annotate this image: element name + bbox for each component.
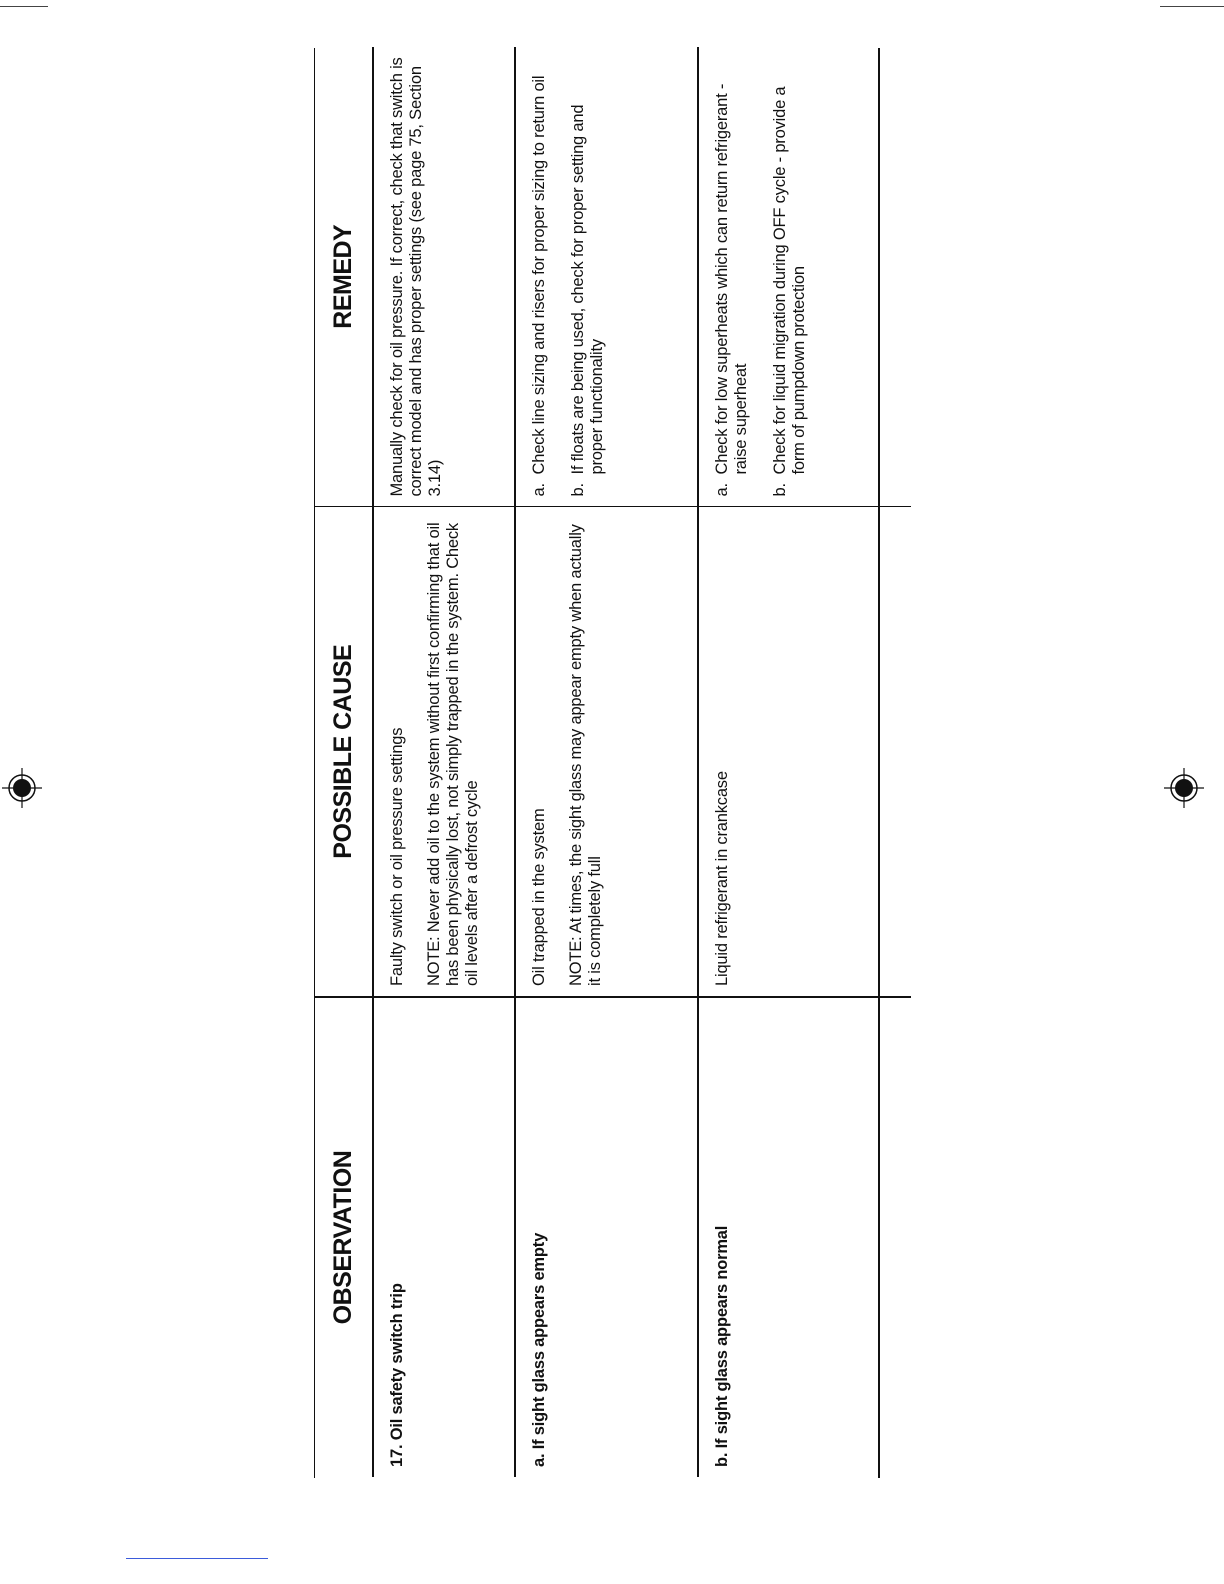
cause-cell	[373, 507, 515, 997]
remedy-item-label: a.	[530, 483, 548, 497]
remedy-item	[713, 57, 751, 497]
registration-line-right	[1160, 6, 1224, 7]
remedy-item-label: b.	[771, 483, 789, 497]
cause-cell	[698, 507, 911, 997]
remedy-cell	[698, 47, 911, 507]
remedy-item	[530, 57, 549, 497]
table-row	[515, 47, 698, 1477]
observation-cell	[515, 997, 698, 1477]
registration-crosshair-icon	[1164, 768, 1204, 808]
remedy-item-text: Check for liquid migration during OFF cycle - provide a form of pumpdown protection	[771, 86, 808, 475]
table-header-row	[315, 47, 373, 1477]
observation-cell	[373, 997, 515, 1477]
remedy-item-text: If floats are being used, check for proper setting and proper functionality	[569, 104, 606, 475]
remedy-item-label: b.	[569, 483, 587, 497]
remedy-item	[771, 57, 809, 497]
remedy-item-text: Check line sizing and risers for proper sizing to return oil	[530, 75, 548, 475]
header-observation: OBSERVATION	[315, 997, 373, 1477]
remedy-cell	[373, 47, 515, 507]
observation-cell	[698, 997, 911, 1477]
cause-cell	[515, 507, 698, 997]
remedy-item-label: a.	[713, 483, 731, 497]
registration-crosshair-icon	[2, 768, 42, 808]
cause-note: NOTE: Never add oil to the system without first confirming that oil has been physically lost, not simply trapped in the system. Check oil levels after a defrost cycle	[425, 522, 481, 986]
cause-note: NOTE: At times, the sight glass may appear empty when actually it is completely full	[567, 524, 604, 986]
registration-line-left	[0, 6, 48, 7]
observation-text: a. If sight glass appears empty	[530, 1232, 548, 1467]
remedy-text: Manually check for oil pressure. If correct, check that switch is correct model and has proper settings (see page 75, Section 3.14)	[388, 57, 444, 497]
cause-text: Liquid refrigerant in crankcase	[713, 771, 731, 986]
cause-text: Oil trapped in the system	[530, 808, 548, 986]
remedy-item	[569, 57, 607, 497]
observation-text: b. If sight glass appears normal	[713, 1225, 731, 1467]
table-row	[373, 47, 515, 1477]
troubleshooting-table	[315, 47, 911, 1477]
troubleshooting-table-rotated	[315, 47, 881, 1477]
cause-text: Faulty switch or oil pressure settings	[388, 727, 406, 986]
table-row	[698, 47, 911, 1477]
observation-text: 17. Oil safety switch trip	[388, 1283, 406, 1467]
header-possible-cause: POSSIBLE CAUSE	[315, 507, 373, 997]
remedy-item-text: Check for low superheats which can return refrigerant - raise superheat	[713, 83, 750, 475]
header-remedy: REMEDY	[315, 47, 373, 507]
remedy-cell	[515, 47, 698, 507]
bottom-rule	[126, 1558, 268, 1559]
